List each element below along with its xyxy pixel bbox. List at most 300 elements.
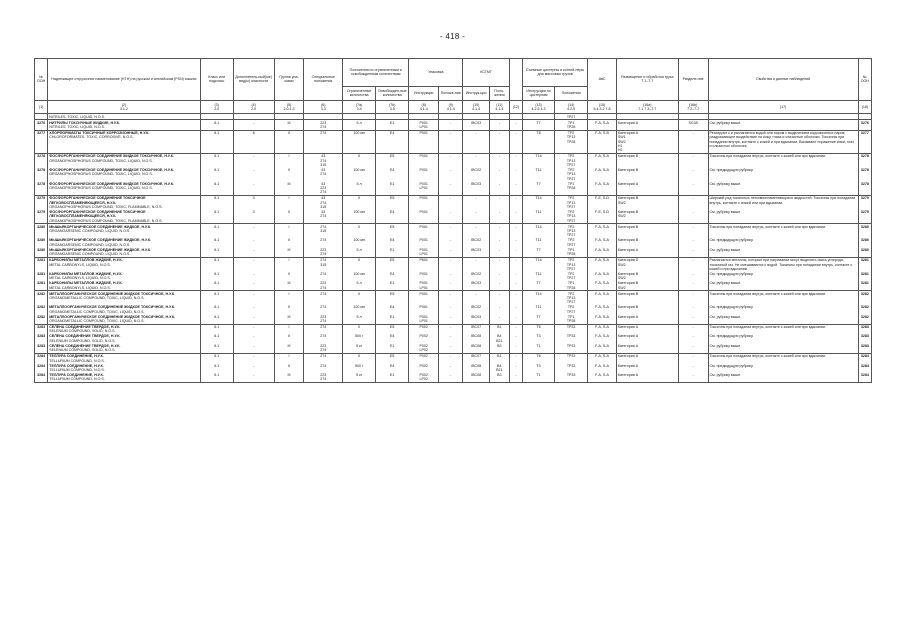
excepted-qty-cell: E1	[376, 247, 409, 257]
segregation-cell: -	[678, 305, 708, 314]
name-ru: ТЕЛЛУРА СОЕДИНЕНИЕ, Н.У.К.	[49, 354, 104, 359]
page-number: - 418 -	[439, 32, 466, 41]
ibc-instr-cell: -	[463, 291, 490, 305]
tank-instr-cell: T7	[523, 247, 555, 257]
properties-cell: См. рубрику выше.	[708, 373, 858, 383]
tank-prov-cell: TP33	[555, 324, 588, 334]
name-en: SELENIUM COMPOUND, SOLID, N.O.S.	[49, 348, 116, 353]
header-ibc: КСГМГ	[463, 59, 509, 87]
excepted-qty-cell: E1	[376, 373, 409, 383]
header-ibc-instr: Инструк-ции	[463, 86, 490, 100]
table-row	[35, 257, 872, 271]
un-number: 3281	[35, 257, 48, 271]
subsidiary-cell: -	[233, 224, 274, 238]
tank-prov-cell: TP1 TP28	[555, 120, 588, 130]
segregation-cell: -	[678, 353, 708, 363]
excepted-qty-cell: E5	[376, 196, 409, 210]
packing-instr-cell: P001	[409, 238, 439, 247]
limited-qty-cell: 0	[343, 291, 376, 305]
special-provisions-cell: 43 274	[304, 210, 343, 224]
ibc-prov-cell: -	[489, 305, 509, 314]
special-provisions-cell: 223 274	[304, 247, 343, 257]
packing-group-cell: II	[274, 168, 304, 182]
excepted-qty-cell: E5	[376, 224, 409, 238]
class-cell: 6.1	[200, 314, 233, 324]
table-row	[35, 373, 872, 383]
un-number: 3280	[35, 224, 48, 238]
tank-prov-cell: TP1 TP28	[555, 181, 588, 195]
packing-prov-cell: -	[439, 363, 463, 372]
properties-cell: Реагируют с и разлагаются водой или паром с выделением коррозионных паров; раздражающее воздействие на кожу, глаза и слизистые оболочки. Токсичны при попадании внутрь, контакте с кожей и при вдыхании. Вызывают поражение кожи, глаз и слизистых оболочек.	[708, 130, 858, 153]
shipping-name	[48, 353, 200, 363]
name-ru: НИТРИЛЫ ТОКСИЧНЫЕ ЖИДКИЕ, Н.У.К.	[49, 120, 121, 125]
tank-instr-cell: T3	[523, 334, 555, 343]
shipping-name	[48, 343, 200, 353]
col-num: (18)	[861, 104, 869, 109]
col-ref: 2.0.1.3	[283, 106, 295, 111]
table-header	[35, 59, 872, 114]
packing-group-cell: III	[274, 314, 304, 324]
tank-prov-cell: TP33	[555, 343, 588, 353]
name-ru: ФОСФОРОРГАНИЧЕСКОЕ СОЕДИНЕНИЕ ЖИДКОЕ ТОКСИЧНОЕ, Н.У.К.	[49, 154, 174, 159]
shipping-name	[48, 181, 200, 195]
ibc-instr-cell: IBC07	[463, 324, 490, 334]
ibc-instr-cell: -	[463, 224, 490, 238]
tank-prov-cell: TP2 TP13 TP27	[555, 224, 588, 238]
table-row	[35, 305, 872, 314]
name-ru: МЕТАЛЛООРГАНИЧЕСКОЕ СОЕДИНЕНИЕ ЖИДКОЕ ТОКСИЧНОЕ, Н.У.К.	[49, 291, 176, 296]
ibc-prov-cell: -	[489, 247, 509, 257]
class-cell: 6.1	[200, 363, 233, 372]
tank-prov-cell: TP2 TP13 TP27	[555, 154, 588, 168]
ibc-prov-cell: -	[489, 272, 509, 281]
excepted-qty-cell: E4	[376, 363, 409, 372]
shipping-name	[48, 224, 200, 238]
properties-cell: См. рубрику выше.	[708, 120, 858, 130]
packing-instr-cell: P001 LP01	[409, 247, 439, 257]
subsidiary-cell: -	[233, 305, 274, 314]
table-row	[35, 196, 872, 210]
tank-instr-cell: T6	[523, 324, 555, 334]
segregation-cell: -	[678, 130, 708, 153]
name-en: ORGANOPHOSPHORUS COMPOUND, TOXIC, LIQUID, N.O.S.	[49, 172, 153, 177]
subsidiary-cell: -	[233, 291, 274, 305]
packing-prov-cell: -	[439, 224, 463, 238]
name-ru: ТЕЛЛУРА СОЕДИНЕНИЕ, Н.У.К.	[49, 372, 104, 377]
subsidiary-cell: -	[233, 363, 274, 372]
header-subsidiary: Дополнитель-ный(ые) вид(ы) опасности	[233, 59, 274, 101]
header-pack-prov: Положе-ния	[439, 86, 463, 100]
class-cell: 6.1	[200, 120, 233, 130]
name-ru: ФОСФОРОРГАНИЧЕСКОЕ СОЕДИНЕНИЕ ЖИДКОЕ ТОКСИЧНОЕ, Н.У.К.	[49, 168, 174, 173]
shipping-name	[48, 373, 200, 383]
tank-instr-cell: T14	[523, 224, 555, 238]
class-cell: 6.1	[200, 154, 233, 168]
ibc-prov-cell: -	[489, 257, 509, 271]
name-en: ORGANOPHOSPHORUS COMPOUND, TOXIC, FLAMMABLE, N.O.S.	[49, 205, 163, 210]
packing-instr-cell: P002	[409, 353, 439, 363]
name-en: NITRILES, TOXIC, LIQUID, N.O.S.	[49, 114, 106, 119]
ibc-prov-cell: -	[489, 154, 509, 168]
stowage-cell: Категория B	[616, 168, 678, 182]
header-properties: Свойства и данные наблюдений	[708, 59, 858, 101]
un-number-right: 3279	[858, 210, 871, 224]
ems-cell: F-A, S-A	[588, 305, 617, 314]
properties-cell: Широкий ряд токсичных легковоспламеняющихся жидкостей. Токсичны при попадании внутрь, контакте с кожей или при вдыхании.	[708, 196, 858, 210]
segregation-cell: -	[678, 314, 708, 324]
ibc-instr-cell: -	[463, 210, 490, 224]
limited-qty-cell: 0	[343, 224, 376, 238]
name-ru: ФОСФОРОРГАНИЧЕСКОЕ СОЕДИНЕНИЕ ТОКСИЧНОЕ ЛЕГКОВОСПЛАМЕНЯЮЩЕЕСЯ, Н.У.К.	[49, 210, 146, 219]
table-row	[35, 168, 872, 182]
ems-cell: F-A, S-A	[588, 272, 617, 281]
packing-instr-cell: P001	[409, 154, 439, 168]
ibc-instr-cell: IBC03	[463, 281, 490, 291]
ibc-prov-cell: B3	[489, 343, 509, 353]
segregation-cell: -	[678, 224, 708, 238]
shipping-name	[48, 120, 200, 130]
table-row	[35, 130, 872, 153]
stowage-cell: Категория D SW2	[616, 257, 678, 271]
packing-group-cell: II	[274, 272, 304, 281]
header-un-right: № ООН	[858, 59, 871, 101]
ems-cell: F-A, S-A	[588, 373, 617, 383]
segregation-cell: -	[678, 168, 708, 182]
name-en: CHLOROFORMATES, TOXIC, CORROSIVE, N.O.S.	[49, 135, 134, 140]
col12-cell: -	[509, 272, 522, 281]
name-ru: МЫШЬЯКОРГАНИЧЕСКОЕ СОЕДИНЕНИЕ ЖИДКОЕ, Н.У.К.	[49, 238, 152, 243]
segregation-cell: -	[678, 363, 708, 372]
subsidiary-cell: 3	[233, 210, 274, 224]
class-cell: 6.1	[200, 168, 233, 182]
col12-cell: -	[509, 305, 522, 314]
ibc-prov-cell: -	[489, 196, 509, 210]
segregation-cell: -	[678, 154, 708, 168]
name-ru: КАРБОНИЛЫ МЕТАЛЛОВ ЖИДКИЕ, Н.У.К.	[49, 281, 123, 286]
tank-instr-cell: T7	[523, 181, 555, 195]
col12-cell: -	[509, 196, 522, 210]
tank-instr-cell: T11	[523, 272, 555, 281]
properties-cell: Токсичны при попадании внутрь, контакте с кожей или при вдыхании.	[708, 224, 858, 238]
tank-instr-cell: T11	[523, 168, 555, 182]
un-number-right: 3280	[858, 247, 871, 257]
subsidiary-cell: -	[233, 373, 274, 383]
name-ru: ФОСФОРОРГАНИЧЕСКОЕ СОЕДИНЕНИЕ ТОКСИЧНОЕ ЛЕГКОВОСПЛАМЕНЯЮЩЕЕСЯ, Н.У.К.	[49, 196, 146, 205]
col-num: (3)	[214, 102, 219, 107]
col-ref: 4.1.4	[472, 106, 481, 111]
class-cell: 6.1	[200, 353, 233, 363]
packing-group-cell: I	[274, 353, 304, 363]
segregation-cell: -	[678, 238, 708, 247]
col12-cell: -	[509, 343, 522, 353]
name-en: ORGANOMETALLIC COMPOUND, TOXIC, LIQUID, N.O.S.	[49, 319, 145, 323]
tank-prov-cell: TP2 TP13 TP27	[555, 210, 588, 224]
un-number-right: 3280	[858, 224, 871, 238]
tank-prov-cell: TP33	[555, 353, 588, 363]
special-provisions-cell: 223 274	[304, 281, 343, 291]
special-provisions-cell: 274 315	[304, 257, 343, 271]
ibc-prov-cell: -	[489, 120, 509, 130]
properties-cell: Токсичны при попадании внутрь, контакте с кожей или при вдыхании.	[708, 353, 858, 363]
class-cell: 6.1	[200, 238, 233, 247]
subsidiary-cell: -	[233, 343, 274, 353]
ems-cell: F-A, S-A	[588, 291, 617, 305]
excepted-qty-cell: E1	[376, 120, 409, 130]
col-num: (9)	[448, 102, 453, 107]
class-cell: 6.1	[200, 247, 233, 257]
col-ref: 3.1.2	[119, 106, 128, 111]
properties-cell: Разлагаются металлы, которые при нагревании могут выделять окись углерода, токсичный газ. Не смешиваются с водой. Токсичны при попадании внутрь, контакте с кожей и при вдыхании.	[708, 257, 858, 271]
packing-instr-cell: P001 LP01	[409, 281, 439, 291]
stowage-cell: Категория B SW2	[616, 196, 678, 210]
header-limited: Ограниченные количества	[343, 86, 376, 100]
col-num: (16a)	[643, 102, 652, 107]
shipping-name	[48, 257, 200, 271]
col-ref: 4.2.5 4.3	[531, 106, 546, 111]
packing-prov-cell: -	[439, 238, 463, 247]
header-excepted: Освобожден-ные количества	[376, 86, 409, 100]
special-provisions-cell: 43 274 315	[304, 196, 343, 210]
table-row	[35, 247, 872, 257]
limited-qty-cell: 5 кг	[343, 343, 376, 353]
packing-instr-cell: P002 LP02	[409, 343, 439, 353]
segregation-cell: -	[678, 210, 708, 224]
ibc-prov-cell: -	[489, 281, 509, 291]
col12-cell: -	[509, 314, 522, 324]
col-ref: 4.1.4	[495, 106, 504, 111]
tank-prov-cell: TP2 TP27	[555, 238, 588, 247]
segregation-cell: -	[678, 373, 708, 383]
excepted-qty-cell: E4	[376, 130, 409, 153]
col-ref: 2.0	[214, 106, 220, 111]
col-num: (6)	[321, 102, 326, 107]
table-row	[35, 210, 872, 224]
un-number: 3284	[35, 363, 48, 372]
excepted-qty-cell: E4	[376, 238, 409, 247]
segregation-cell: -	[678, 181, 708, 195]
ems-cell: F-A, S-A	[588, 238, 617, 247]
ibc-prov-cell: B1	[489, 324, 509, 334]
name-en: METAL CARBONYLS, LIQUID, N.O.S.	[49, 262, 111, 267]
stowage-cell: Категория B	[616, 154, 678, 168]
stowage-cell: Категория A	[616, 324, 678, 334]
tank-instr-cell: T14	[523, 291, 555, 305]
col-num: (8)	[421, 102, 426, 107]
excepted-qty-cell: E4	[376, 210, 409, 224]
excepted-qty-cell: E5	[376, 291, 409, 305]
special-provisions-cell: 43 274	[304, 168, 343, 182]
segregation-cell: -	[678, 196, 708, 210]
col-num: (7b)	[389, 102, 396, 107]
col12-cell: -	[509, 291, 522, 305]
excepted-qty-cell: E5	[376, 257, 409, 271]
un-number: 3280	[35, 238, 48, 247]
table-row	[35, 334, 872, 343]
dangerous-goods-table	[34, 58, 872, 383]
tank-prov-cell: TP27	[555, 114, 588, 120]
tank-instr-cell: T11	[523, 238, 555, 247]
ems-cell: F-A, S-A	[588, 247, 617, 257]
packing-instr-cell: P001 LP01	[409, 120, 439, 130]
tank-prov-cell: TP33	[555, 363, 588, 372]
tank-prov-cell: TP2 TP13 TP27	[555, 257, 588, 271]
packing-instr-cell: P601	[409, 257, 439, 271]
header-packaging: Упаковка	[409, 59, 463, 87]
col12-cell: -	[509, 247, 522, 257]
name-ru: СЕЛЕНА СОЕДИНЕНИЕ ТВЕРДОЕ, Н.У.К.	[49, 334, 121, 339]
class-cell: 6.1	[200, 130, 233, 153]
un-number-right: 3278	[858, 168, 871, 182]
name-en: METAL CARBONYLS, LIQUID, N.O.S.	[49, 285, 111, 290]
un-number: 3283	[35, 334, 48, 343]
stowage-cell: Категория A	[616, 120, 678, 130]
un-number-right: 3278	[858, 181, 871, 195]
ems-cell: F-A, S-A	[588, 324, 617, 334]
excepted-qty-cell: E4	[376, 168, 409, 182]
packing-prov-cell: -	[439, 291, 463, 305]
table-row	[35, 363, 872, 372]
packing-prov-cell: -	[439, 281, 463, 291]
un-number: 3279	[35, 210, 48, 224]
ems-cell: F-A, S-A	[588, 353, 617, 363]
segregation-cell: -	[678, 247, 708, 257]
col-num: (5)	[286, 102, 292, 107]
col-num: (1)	[38, 104, 44, 109]
col-ref: 3.3	[320, 106, 326, 111]
col12-cell: -	[509, 224, 522, 238]
stowage-cell: Категория A	[616, 247, 678, 257]
tank-prov-cell: TP33	[555, 334, 588, 343]
name-ru: ТЕЛЛУРА СОЕДИНЕНИЕ, Н.У.К.	[49, 363, 104, 368]
packing-group-cell: I	[274, 224, 304, 238]
limited-qty-cell: 100 мл	[343, 130, 376, 153]
subsidiary-cell: 8	[233, 130, 274, 153]
subsidiary-cell: -	[233, 334, 274, 343]
properties-cell: См. рубрику выше.	[708, 210, 858, 224]
limited-qty-cell: 100 мл	[343, 238, 376, 247]
ems-cell: F-E, S-D	[588, 196, 617, 210]
header-numbers	[35, 100, 872, 114]
stowage-cell: Категория A	[616, 314, 678, 324]
properties-cell: См. рубрику выше.	[708, 343, 858, 353]
ibc-prov-cell: -	[489, 238, 509, 247]
subsidiary-cell: -	[233, 257, 274, 271]
name-en: ORGANOARSENIC COMPOUND, LIQUID, N.O.S.	[49, 252, 131, 257]
ems-cell: F-A, S-A	[588, 257, 617, 271]
properties-cell: См. предыдущую рубрику.	[708, 272, 858, 281]
subsidiary-cell: -	[233, 272, 274, 281]
table-body	[35, 114, 872, 383]
table-row	[35, 120, 872, 130]
subsidiary-cell: -	[233, 120, 274, 130]
segregation-cell: SG35	[678, 120, 708, 130]
col-num: (13)	[535, 102, 542, 107]
name-en: ORGANOMETALLIC COMPOUND, TOXIC, LIQUID, N.O.S.	[49, 309, 145, 314]
special-provisions-cell: 274	[304, 363, 343, 372]
un-number-right: 3284	[858, 363, 871, 372]
name-ru: ФОСФОРОРГАНИЧЕСКОЕ СОЕДИНЕНИЕ ЖИДКОЕ ТОКСИЧНОЕ, Н.У.К.	[49, 181, 174, 186]
subsidiary-cell: 3	[233, 196, 274, 210]
name-ru: ХЛОРФОРМИАТЫ ТОКСИЧНЫЕ КОРРОЗИОННЫЕ, Н.У.К.	[49, 131, 150, 136]
ibc-instr-cell: IBC08	[463, 373, 490, 383]
properties-cell: См. рубрику выше.	[708, 247, 858, 257]
subsidiary-cell: -	[233, 324, 274, 334]
un-number-right: 3282	[858, 291, 871, 305]
packing-prov-cell: -	[439, 373, 463, 383]
un-number-right: 3280	[858, 238, 871, 247]
class-cell: 6.1	[200, 181, 233, 195]
limited-qty-cell: 100 мл	[343, 168, 376, 182]
stowage-cell: Категория B SW2	[616, 272, 678, 281]
packing-instr-cell: P001	[409, 272, 439, 281]
packing-group-cell: III	[274, 247, 304, 257]
segregation-cell: -	[678, 291, 708, 305]
tank-instr-cell: T1	[523, 343, 555, 353]
stowage-cell: Категория A	[616, 373, 678, 383]
col12-cell: -	[509, 353, 522, 363]
special-provisions-cell: 223 274	[304, 343, 343, 353]
ibc-prov-cell: -	[489, 181, 509, 195]
ibc-prov-cell: B3	[489, 373, 509, 383]
limited-qty-cell: 500 г	[343, 363, 376, 372]
col12-cell: -	[509, 334, 522, 343]
col-num: (2)	[121, 102, 127, 107]
col12-cell: -	[509, 238, 522, 247]
ibc-instr-cell: IBC03	[463, 314, 490, 324]
special-provisions-cell: 274	[304, 238, 343, 247]
packing-group-cell: II	[274, 238, 304, 247]
un-number: 3284	[35, 373, 48, 383]
special-provisions-cell: 274	[304, 324, 343, 334]
packing-instr-cell: P001	[409, 196, 439, 210]
class-cell: 6.1	[200, 224, 233, 238]
un-number-right: 3278	[858, 154, 871, 168]
tank-instr-cell: T1	[523, 373, 555, 383]
col-num: (10)	[472, 102, 480, 107]
ibc-instr-cell: -	[463, 196, 490, 210]
name-en: SELENIUM COMPOUND, SOLID, N.O.S.	[49, 329, 116, 334]
tank-instr-cell: T11	[523, 305, 555, 314]
ibc-instr-cell: IBC08	[463, 343, 490, 353]
packing-instr-cell: P001	[409, 291, 439, 305]
ems-cell: F-A, S-A	[588, 168, 617, 182]
header-ibc-prov: Поло-жения	[489, 86, 509, 100]
name-ru: МЫШЬЯКОРГАНИЧЕСКОЕ СОЕДИНЕНИЕ ЖИДКОЕ, Н.У.К.	[49, 224, 152, 229]
un-number: 3276	[35, 120, 48, 130]
ibc-instr-cell: -	[463, 130, 490, 153]
packing-instr-cell: P002 LP02	[409, 373, 439, 383]
col-ref: 5.4.3.2 7.8	[593, 106, 611, 111]
tank-prov-cell: TP1 TP28	[555, 314, 588, 324]
excepted-qty-cell: E1	[376, 314, 409, 324]
un-number-right: 3277	[858, 130, 871, 153]
ems-cell: F-A, S-A	[588, 281, 617, 291]
special-provisions-cell: 223 274	[304, 120, 343, 130]
class-cell: 6.1	[200, 334, 233, 343]
class-cell: 6.1	[200, 373, 233, 383]
name-ru: СЕЛЕНА СОЕДИНЕНИЕ ТВЕРДОЕ, Н.У.К.	[49, 325, 121, 330]
packing-instr-cell: P001	[409, 168, 439, 182]
table-row	[35, 224, 872, 238]
table-row	[35, 343, 872, 353]
segregation-cell: -	[678, 334, 708, 343]
packing-group-cell: III	[274, 343, 304, 353]
table-row	[35, 353, 872, 363]
col12-cell: -	[509, 181, 522, 195]
ems-cell: F-A, S-A	[588, 334, 617, 343]
col12-cell: -	[509, 120, 522, 130]
un-number: 3280	[35, 247, 48, 257]
